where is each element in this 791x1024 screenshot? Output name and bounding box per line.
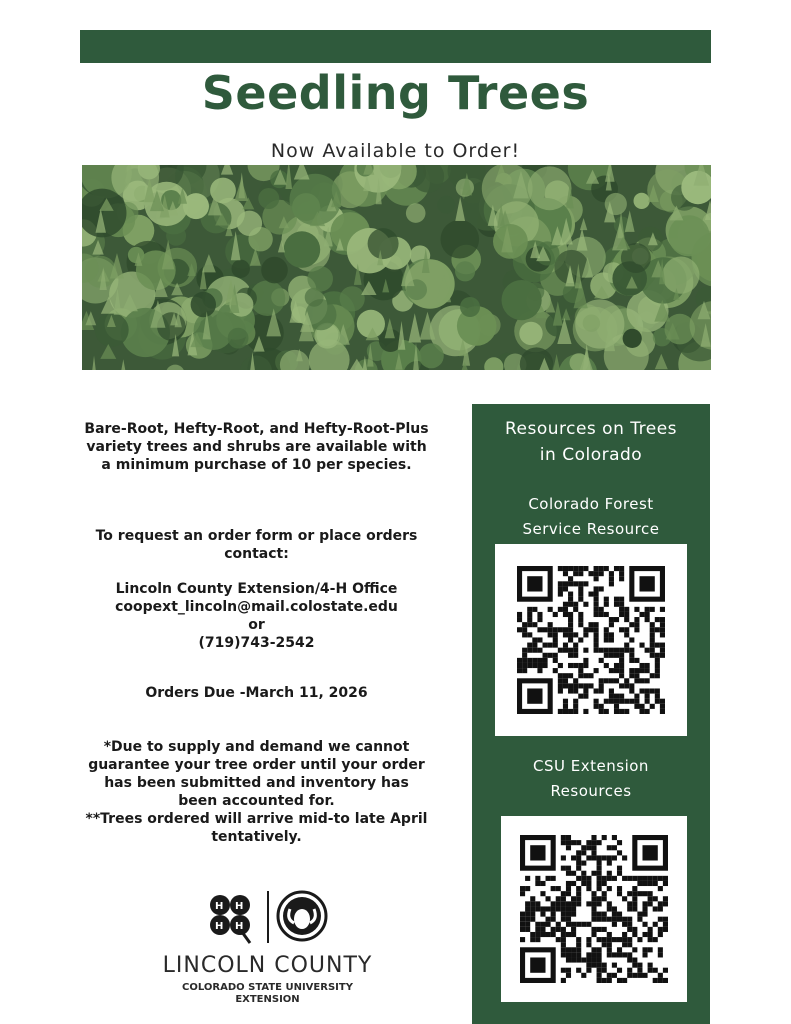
contact-email[interactable]: coopext_lincoln@mail.colostate.edu — [115, 599, 398, 615]
disclaimer — [84, 738, 429, 846]
csu-extension-qr-code[interactable] — [501, 816, 687, 1002]
or-text: or — [248, 617, 265, 633]
svg-text:H: H — [215, 921, 224, 932]
heading-line-2: in Colorado — [539, 445, 643, 465]
svg-text:H: H — [215, 901, 224, 912]
svg-text:H: H — [235, 901, 244, 912]
svg-text:H: H — [235, 921, 244, 932]
page-title: Seedling Trees — [201, 66, 590, 120]
forest-service-label — [472, 492, 710, 542]
logo-county-name: LINCOLN COUNTY — [162, 953, 373, 978]
contact-phone[interactable]: (719)743-2542 — [198, 635, 315, 651]
qr2-label-line-1: CSU Extension — [533, 757, 649, 775]
forest-aerial-image — [82, 165, 711, 370]
top-green-bar — [80, 30, 711, 63]
supply-note: *Due to supply and demand we cannot guarantee your tree order until your order has been submitted and inventory has been accounted for. — [88, 739, 425, 809]
logo-csu-name — [150, 982, 385, 1006]
csu-extension-label — [472, 754, 710, 804]
qr1-label-line-2: Service Resource — [522, 520, 660, 538]
page-subtitle: Now Available to Order! — [270, 140, 521, 162]
variety-text: Bare-Root, Hefty-Root, and Hefty-Root-Plus variety trees and shrubs are available with a minimum purchase of 10 per species. — [84, 421, 429, 473]
qr-code-icon — [517, 566, 665, 714]
arrival-note: **Trees ordered will arrive mid-to late April tentatively. — [85, 811, 428, 845]
csu-ram-icon — [278, 892, 326, 940]
heading-line-1: Resources on Trees — [504, 419, 678, 439]
forest-service-qr-code[interactable] — [495, 544, 687, 736]
qr2-label-line-2: Resources — [550, 782, 632, 800]
csu-line-2: EXTENSION — [235, 994, 300, 1005]
qr-code-icon — [520, 835, 668, 983]
office-name: Lincoln County Extension/4-H Office — [115, 581, 398, 597]
request-text: To request an order form or place orders contact: — [95, 528, 418, 562]
extension-logo — [150, 887, 385, 1012]
orders-due: Orders Due -March 11, 2026 — [145, 685, 368, 701]
resources-panel — [472, 404, 710, 1024]
csu-line-1: COLORADO STATE UNIVERSITY — [182, 982, 353, 993]
clover-4h-icon — [210, 895, 250, 943]
contact-block — [84, 580, 429, 652]
resources-heading — [472, 416, 710, 468]
qr1-label-line-1: Colorado Forest — [528, 495, 654, 513]
